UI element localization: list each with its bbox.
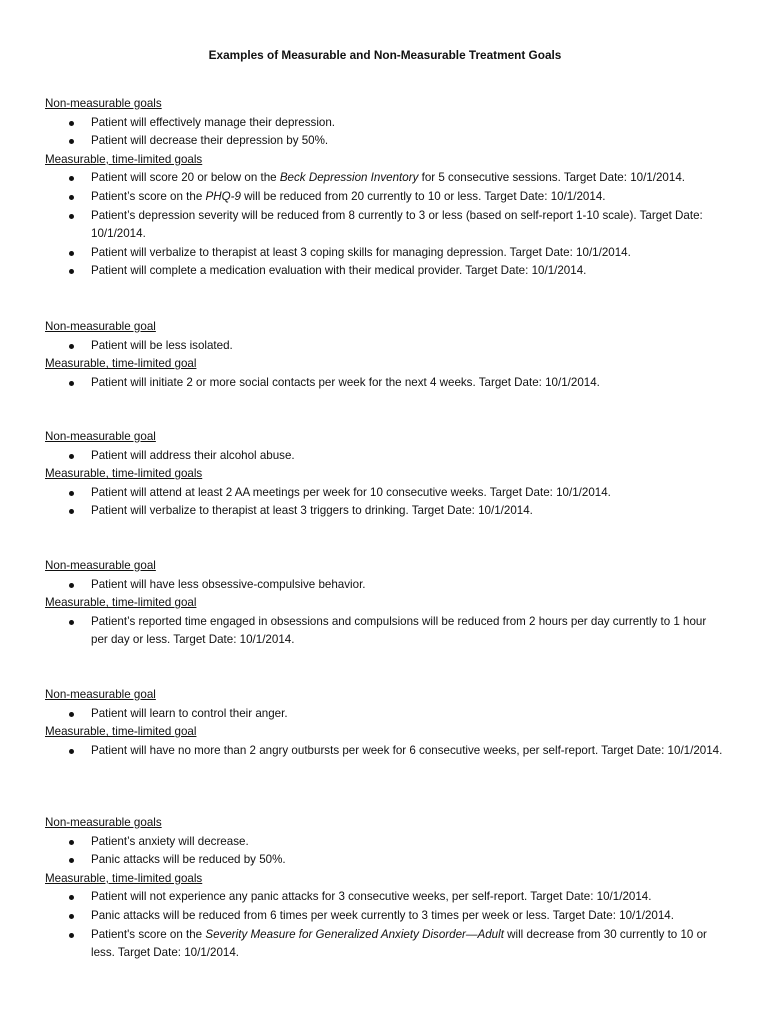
- list-item: Patient will initiate 2 or more social contacts per week for the next 4 weeks. Target Date: 10/1/2014.: [45, 374, 725, 393]
- list-item: Patient's score on the Severity Measure for Generalized Anxiety Disorder—Adult will decrease from 30 currently to 10 or less. Target Date: 10/1/2014.: [45, 926, 725, 963]
- measurable-heading: Measurable, time-limited goals: [45, 467, 203, 481]
- list-item: Panic attacks will be reduced by 50%.: [45, 851, 725, 870]
- non-measurable-list: [45, 114, 725, 151]
- measurable-list: [45, 169, 725, 281]
- non-measurable-heading: Non-measurable goals: [45, 97, 162, 110]
- non-measurable-heading: Non-measurable goal: [45, 320, 156, 333]
- list-item: Patient will decrease their depression by 50%.: [45, 132, 725, 151]
- list-item: Patient will have less obsessive-compulsive behavior.: [45, 576, 725, 595]
- list-item: Patient will be less isolated.: [45, 337, 725, 356]
- measurable-heading: Measurable, time-limited goals: [45, 152, 203, 166]
- goal-section-ocd: [45, 557, 725, 650]
- goal-section-anger: [45, 686, 725, 760]
- list-item: Patient will learn to control their anger.: [45, 705, 725, 724]
- non-measurable-heading: Non-measurable goal: [45, 430, 156, 443]
- measurable-heading: Measurable, time-limited goal: [45, 357, 197, 371]
- non-measurable-list: [45, 447, 725, 466]
- list-item: Panic attacks will be reduced from 6 times per week currently to 3 times per week or less. Target Date: 10/1/2014.: [45, 907, 725, 926]
- non-measurable-heading: Non-measurable goal: [45, 688, 156, 701]
- goal-section-alcohol: [45, 428, 725, 521]
- goal-section-depression: [45, 95, 725, 281]
- measurable-list: [45, 613, 725, 650]
- list-item: Patient will have no more than 2 angry outbursts per week for 6 consecutive weeks, per self-report. Target Date: 10/1/2014.: [45, 742, 725, 761]
- measurable-heading: Measurable, time-limited goals: [45, 871, 203, 885]
- list-item: Patient will score 20 or below on the Beck Depression Inventory for 5 consecutive sessions. Target Date: 10/1/2014.: [45, 169, 725, 188]
- measurable-list: [45, 888, 725, 962]
- measurable-heading: Measurable, time-limited goal: [45, 596, 197, 610]
- document-title: Examples of Measurable and Non-Measurable Treatment Goals: [208, 48, 562, 62]
- measurable-heading: Measurable, time-limited goal: [45, 725, 197, 739]
- list-item: Patient will not experience any panic attacks for 3 consecutive weeks, per self-report. Target Date: 10/1/2014.: [45, 888, 725, 907]
- measurable-list: [45, 374, 725, 393]
- list-item: Patient will address their alcohol abuse.: [45, 447, 725, 466]
- goal-section-isolation: [45, 318, 725, 392]
- non-measurable-list: [45, 833, 725, 870]
- non-measurable-list: [45, 337, 725, 356]
- goal-section-anxiety: [45, 814, 725, 963]
- list-item: Patient will verbalize to therapist at least 3 triggers to drinking. Target Date: 10/1/2014.: [45, 502, 725, 521]
- list-item: Patient will effectively manage their depression.: [45, 114, 725, 133]
- measurable-list: [45, 742, 725, 761]
- measurable-list: [45, 484, 725, 521]
- list-item: Patient’s reported time engaged in obsessions and compulsions will be reduced from 2 hours per day currently to 1 hour per day or less. Target Date: 10/1/2014.: [45, 613, 725, 650]
- non-measurable-heading: Non-measurable goals: [45, 816, 162, 829]
- list-item: Patient will verbalize to therapist at least 3 coping skills for managing depression. Target Date: 10/1/2014.: [45, 244, 725, 263]
- list-item: Patient’s anxiety will decrease.: [45, 833, 725, 852]
- list-item: Patient will complete a medication evaluation with their medical provider. Target Date: 10/1/2014.: [45, 262, 725, 281]
- non-measurable-heading: Non-measurable goal: [45, 559, 156, 572]
- non-measurable-list: [45, 576, 725, 595]
- list-item: Patient’s score on the PHQ-9 will be reduced from 20 currently to 10 or less. Target Date: 10/1/2014.: [45, 188, 725, 207]
- list-item: Patient will attend at least 2 AA meetings per week for 10 consecutive weeks. Target Date: 10/1/2014.: [45, 484, 725, 503]
- non-measurable-list: [45, 705, 725, 724]
- list-item: Patient’s depression severity will be reduced from 8 currently to 3 or less (based on self-report 1-10 scale). Target Date: 10/1/2014.: [45, 207, 725, 244]
